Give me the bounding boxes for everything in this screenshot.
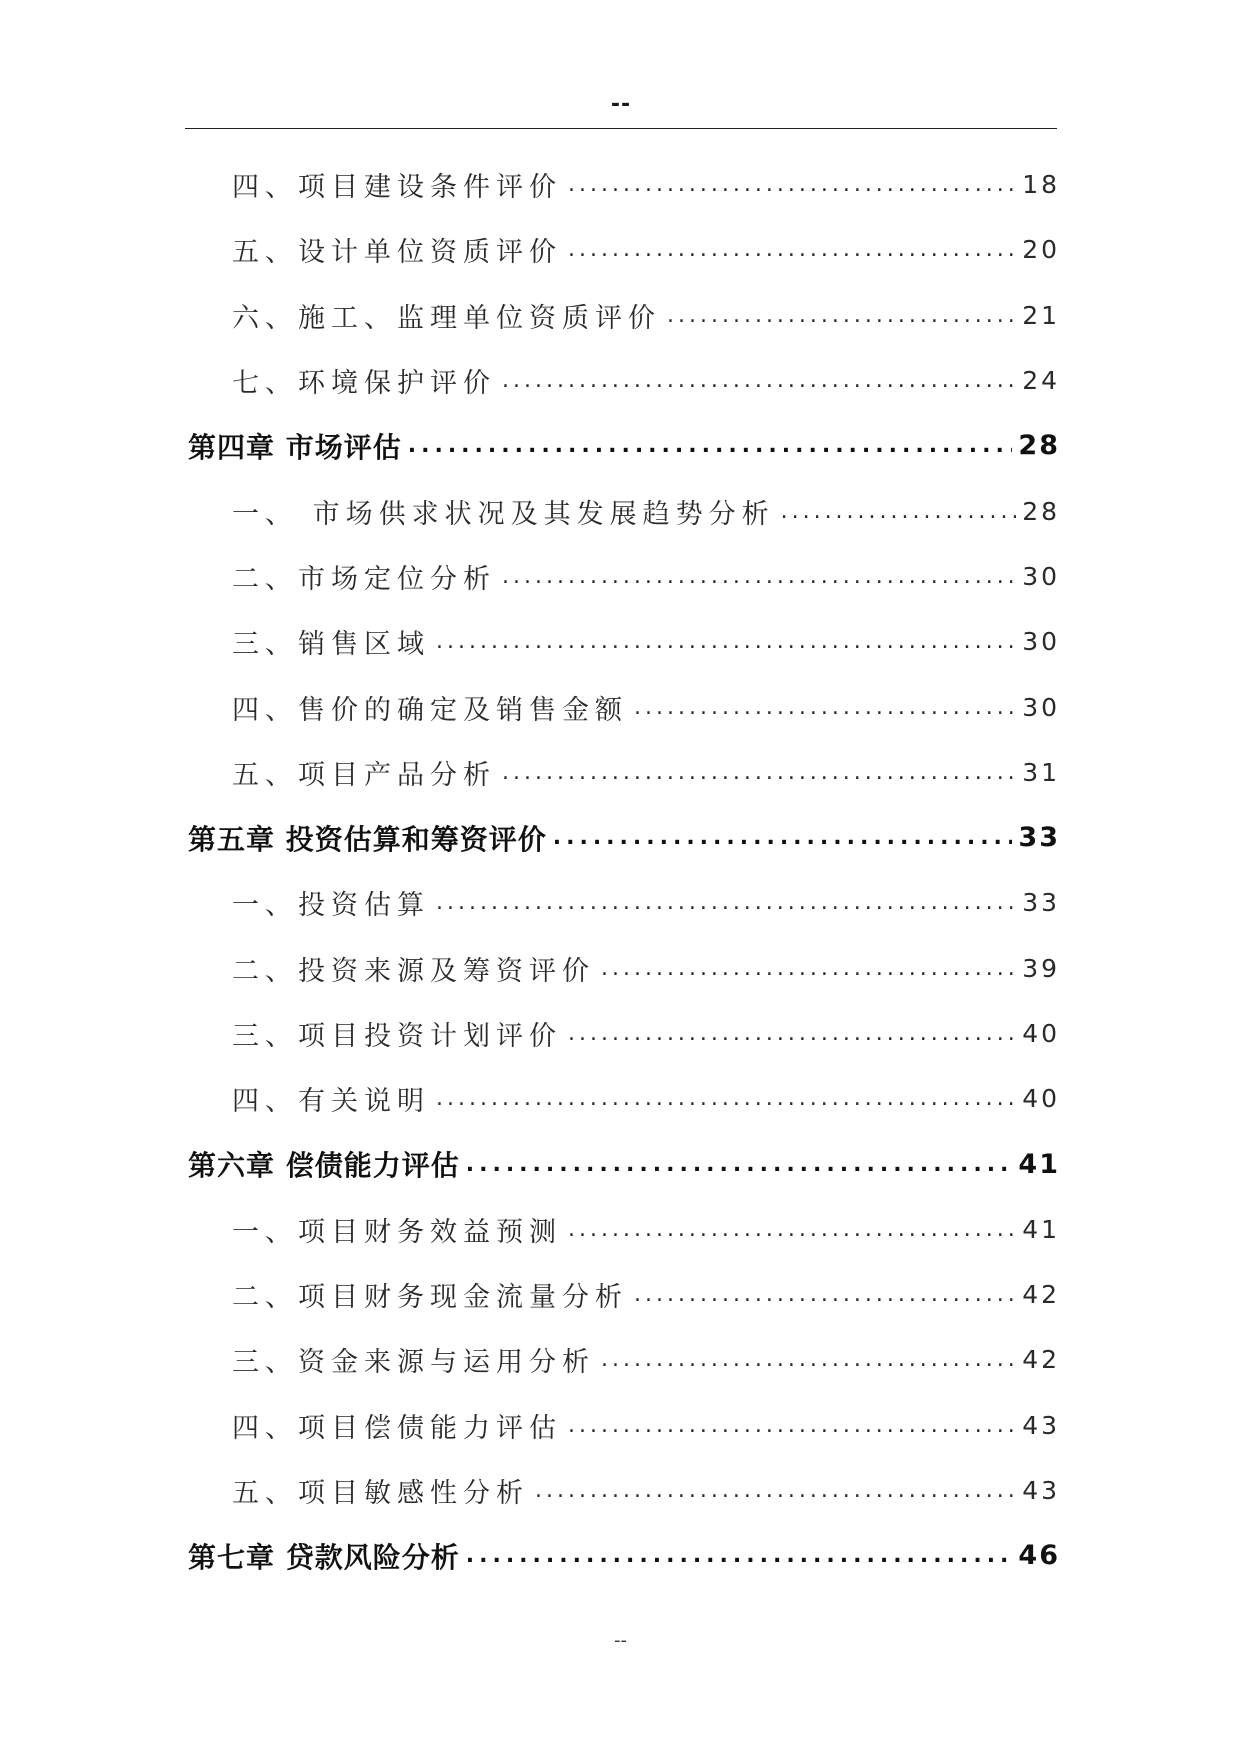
toc-section-entry[interactable] bbox=[188, 609, 1060, 674]
toc-entry-page-number: 31 bbox=[1022, 757, 1060, 787]
toc-section-entry[interactable] bbox=[188, 1001, 1060, 1066]
toc-dot-leader bbox=[601, 1347, 1016, 1372]
toc-entry-title: 一、投资估算 bbox=[232, 890, 430, 922]
toc-section-entry[interactable] bbox=[188, 870, 1060, 935]
toc-dot-leader bbox=[502, 368, 1016, 393]
toc-dot-leader bbox=[568, 172, 1016, 197]
toc-entry-title: 第五章 投资估算和筹资评价 bbox=[188, 822, 547, 856]
page-header bbox=[185, 90, 1057, 129]
toc-entry-title: 二、投资来源及筹资评价 bbox=[232, 955, 595, 987]
toc-entry-page-number: 41 bbox=[1018, 1148, 1060, 1180]
toc-dot-leader bbox=[568, 1021, 1016, 1046]
toc-entry-page-number: 18 bbox=[1022, 170, 1060, 200]
toc-entry-page-number: 28 bbox=[1018, 430, 1060, 462]
toc-dot-leader bbox=[436, 890, 1016, 915]
toc-dot-leader bbox=[502, 564, 1016, 589]
toc-section-entry[interactable] bbox=[188, 1197, 1060, 1262]
toc-section-entry[interactable] bbox=[188, 674, 1060, 739]
toc-section-entry[interactable] bbox=[188, 936, 1060, 1001]
toc-entry-title: 七、环境保护评价 bbox=[232, 368, 496, 400]
toc-entry-page-number: 40 bbox=[1022, 1084, 1060, 1114]
toc-entry-page-number: 42 bbox=[1022, 1345, 1060, 1375]
toc-entry-page-number: 21 bbox=[1022, 300, 1060, 330]
toc-entry-page-number: 46 bbox=[1018, 1540, 1060, 1572]
toc-section-entry[interactable] bbox=[188, 1327, 1060, 1392]
toc-entry-page-number: 30 bbox=[1022, 692, 1060, 722]
toc-dot-leader bbox=[466, 1543, 1013, 1568]
toc-dot-leader bbox=[535, 1478, 1016, 1503]
toc-section-entry[interactable] bbox=[188, 1066, 1060, 1131]
toc-entry-title: 第四章 市场评估 bbox=[188, 430, 402, 464]
toc-section-entry[interactable] bbox=[188, 283, 1060, 348]
toc-dot-leader bbox=[781, 499, 1017, 524]
toc-entry-page-number: 30 bbox=[1022, 627, 1060, 657]
toc-entry-page-number: 33 bbox=[1022, 888, 1060, 918]
toc-dot-leader bbox=[466, 1152, 1013, 1177]
toc-entry-page-number: 30 bbox=[1022, 561, 1060, 591]
toc-section-entry[interactable] bbox=[188, 217, 1060, 282]
toc-dot-leader bbox=[502, 760, 1016, 785]
toc-dot-leader bbox=[408, 433, 1013, 458]
toc-chapter-entry[interactable] bbox=[188, 413, 1060, 478]
toc-dot-leader bbox=[553, 825, 1013, 850]
toc-entry-title: 四、售价的确定及销售金额 bbox=[232, 694, 628, 726]
toc-dot-leader bbox=[568, 1217, 1016, 1242]
toc-entry-title: 五、设计单位资质评价 bbox=[232, 237, 562, 269]
toc-entry-title: 二、市场定位分析 bbox=[232, 563, 496, 595]
toc-entry-page-number: 41 bbox=[1022, 1214, 1060, 1244]
toc-entry-title: 三、资金来源与运用分析 bbox=[232, 1347, 595, 1379]
toc-entry-title: 一、项目财务效益预测 bbox=[232, 1216, 562, 1248]
toc-entry-page-number: 24 bbox=[1022, 366, 1060, 396]
toc-section-entry[interactable] bbox=[188, 1458, 1060, 1523]
page-header-text: -- bbox=[610, 92, 632, 117]
toc-entry-page-number: 33 bbox=[1018, 822, 1060, 854]
toc-section-entry[interactable] bbox=[188, 544, 1060, 609]
toc-entry-title: 三、项目投资计划评价 bbox=[232, 1021, 562, 1052]
toc-dot-leader bbox=[568, 237, 1016, 262]
toc-section-entry[interactable] bbox=[188, 740, 1060, 805]
toc-entry-page-number: 43 bbox=[1022, 1476, 1060, 1506]
toc-dot-leader bbox=[634, 1282, 1016, 1307]
toc-entry-title: 四、项目偿债能力评估 bbox=[232, 1412, 562, 1444]
toc-entry-title: 五、项目敏感性分析 bbox=[232, 1478, 529, 1510]
toc-entry-page-number: 42 bbox=[1022, 1280, 1060, 1310]
toc-section-entry[interactable] bbox=[188, 1262, 1060, 1327]
toc-entry-title: 四、有关说明 bbox=[232, 1086, 430, 1118]
toc-section-entry[interactable] bbox=[188, 348, 1060, 413]
toc-entry-title: 四、项目建设条件评价 bbox=[232, 172, 562, 204]
toc-entry-page-number: 20 bbox=[1022, 235, 1060, 265]
toc-entry-title: 第六章 偿债能力评估 bbox=[188, 1149, 460, 1183]
toc-entry-title: 一、 市场供求状况及其发展趋势分析 bbox=[232, 498, 775, 530]
toc-dot-leader bbox=[634, 695, 1016, 720]
toc-section-entry[interactable] bbox=[188, 152, 1060, 217]
toc-entry-title: 三、销售区域 bbox=[232, 629, 430, 661]
toc-entry-page-number: 43 bbox=[1022, 1410, 1060, 1440]
page-footer: -- bbox=[614, 1630, 627, 1651]
toc-dot-leader bbox=[436, 1086, 1016, 1111]
toc-chapter-entry[interactable] bbox=[188, 1523, 1060, 1588]
toc-entry-page-number: 28 bbox=[1022, 496, 1060, 526]
toc-chapter-entry[interactable] bbox=[188, 1131, 1060, 1196]
toc-section-entry[interactable] bbox=[188, 478, 1060, 543]
toc-section-entry[interactable] bbox=[188, 1393, 1060, 1458]
toc-chapter-entry[interactable] bbox=[188, 805, 1060, 870]
toc-entry-title: 五、项目产品分析 bbox=[232, 759, 496, 791]
toc-entry-page-number: 39 bbox=[1022, 953, 1060, 983]
toc-dot-leader bbox=[667, 303, 1016, 328]
toc-entry-title: 第七章 贷款风险分析 bbox=[188, 1540, 460, 1574]
table-of-contents bbox=[188, 152, 1060, 1589]
toc-dot-leader bbox=[568, 1413, 1016, 1438]
toc-dot-leader bbox=[601, 956, 1016, 981]
toc-entry-page-number: 40 bbox=[1022, 1019, 1060, 1048]
toc-entry-title: 二、项目财务现金流量分析 bbox=[232, 1282, 628, 1314]
toc-entry-title: 六、施工、监理单位资质评价 bbox=[232, 302, 661, 334]
toc-dot-leader bbox=[436, 629, 1016, 654]
